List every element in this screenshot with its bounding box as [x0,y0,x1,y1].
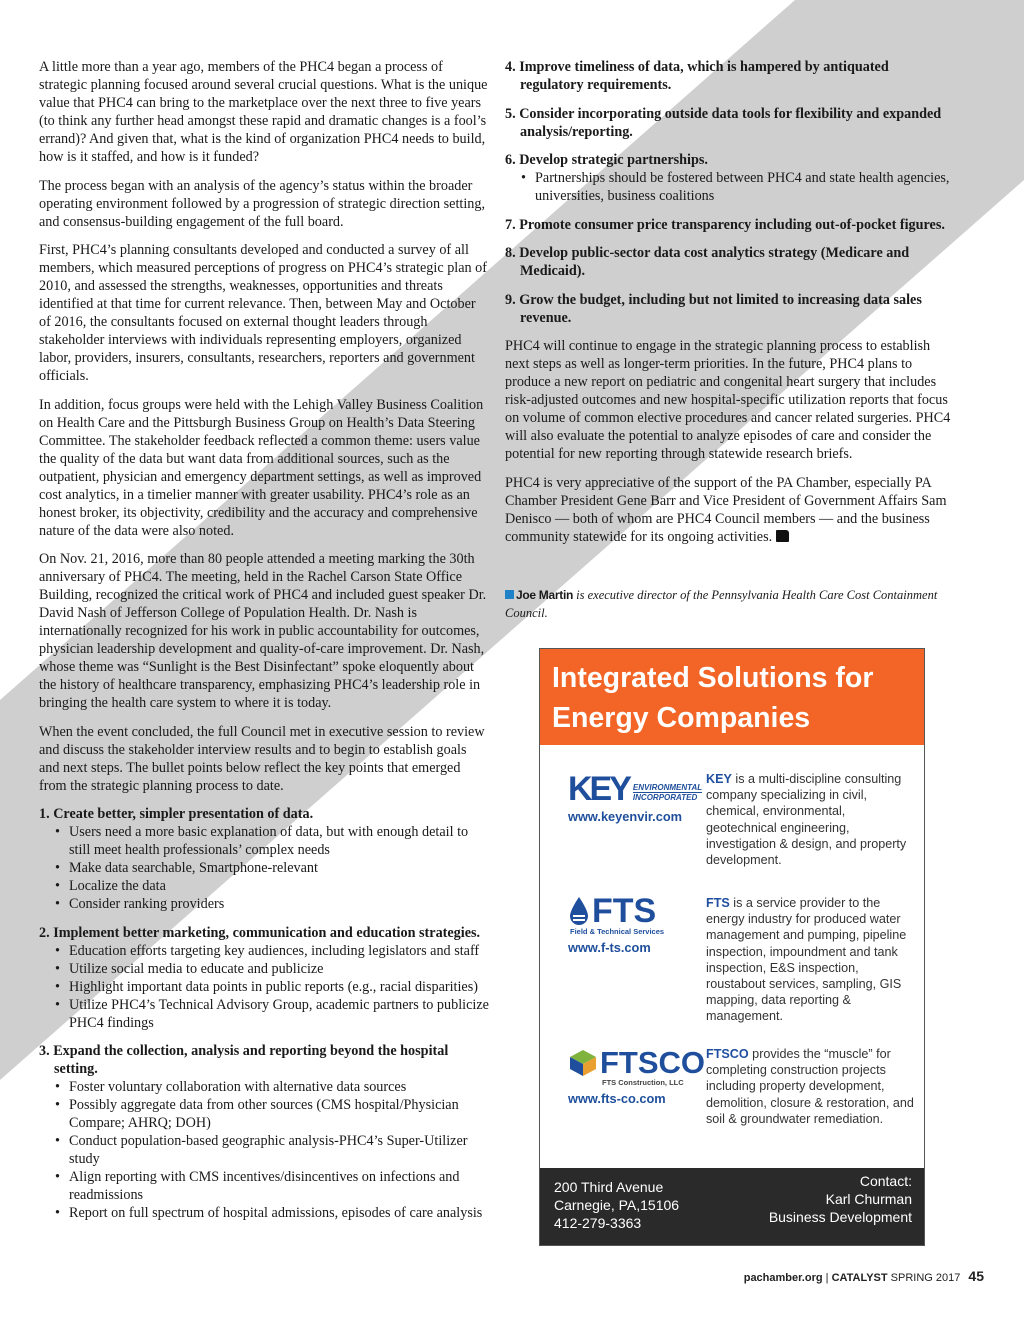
body-paragraph: On Nov. 21, 2016, more than 80 people attended a meeting marking the 30th anniversary of PHC4. The meeting, held in the Rachel Carson State Office Building, recognized the critical work of PHC4 and included guest speaker Dr. David Nash of Jefferson College of Population Health. Dr. Nash is internationally recognized for his work in public accountability for outcomes, physician leadership development and quality-of-care improvement. Dr. Nash, whose theme was “Sunlight is the Best Disinfectant” spoke eloquently about the history of healthcare transparency, emphasizing PHC4’s leadership role in bringing the health care system to where it is today. [39,551,487,711]
body-paragraph: When the event concluded, the full Council met in executive session to review and discuss the stakeholder interview results and to begin to establish goals and next steps. The bullet points below reflect the key points that emerged from the strategic planning process to date. [39,723,485,794]
goal-title: 3. Expand the collection, analysis and reporting beyond the hospital setting. [39,1043,449,1077]
goal-bullet: • Utilize PHC4’s Technical Advisory Group, academic partners to publicize PHC4 findings [69,996,489,1032]
goal-title: 4. Improve timeliness of data, which is hampered by antiquated regulatory requirements. [505,59,889,93]
goal-bullet: • Align reporting with CMS incentives/disincentives on infections and readmissions [69,1168,489,1204]
ftsco-cube-icon [568,1048,598,1078]
body-paragraph: In addition, focus groups were held with the Lehigh Valley Business Coalition on Health Care and the Pittsburgh Business Group on Health’s Data Steering Committee. The stakeholder feedback reflected a common theme: users value the quality of the data but want data from additional sources, such as the outpatient, physician and emergency department settings, as well as improved cost analytics, in a timelier manner with greater usability. PHC4’s role as an honest broker, its objectivity, credibility and the accuracy and comprehensive nature of the data were also noted. [39,396,484,539]
goals-list-right [505,58,955,327]
fts-name: FTS [706,896,730,910]
goal-bullets [39,823,489,913]
end-mark-icon [776,530,789,542]
author-bio [505,586,955,622]
goal-bullet: • Possibly aggregate data from other sources (CMS hospital/Physician Compare; AHRQ; DOH) [69,1096,489,1132]
goal-title: 1. Create better, simpler presentation of data. [39,806,314,822]
goal-bullets [39,1078,489,1222]
goal-bullet: • Conduct population-based geographic analysis-PHC4’s Super-Utilizer study [69,1132,489,1168]
fts-url[interactable]: www.f-ts.com [568,940,651,955]
key-url[interactable]: www.keyenvir.com [568,809,683,824]
goal-item [505,105,955,141]
footer-issue: SPRING 2017 [890,1272,961,1284]
key-logo [568,770,703,824]
goal-bullets [505,169,955,205]
goal-bullet: • Consider ranking providers [69,895,489,913]
goal-title: 7. Promote consumer price transparency including out-of-pocket figures. [505,216,945,233]
key-description [706,771,916,868]
goal-bullet: • Foster voluntary collaboration with alternative data sources [69,1078,489,1096]
goal-item [505,291,955,327]
closing-text [505,337,955,546]
closing-paragraph [505,337,955,463]
ad-contact-name: Karl Churman [825,1191,912,1207]
ftsco-logo-sub: FTS Construction, LLC [602,1078,684,1087]
goal-bullet: • Utilize social media to educate and publicize [69,960,489,978]
ad-address-line-2: Carnegie, PA,15106 [554,1197,680,1213]
fts-drop-icon [568,896,590,926]
ad-headline-line-1: Integrated Solutions for [552,662,874,694]
goal-item [505,151,955,205]
ad-headline [540,649,924,745]
ftsco-name: FTSCO [706,1047,749,1061]
closing-paragraph-text: PHC4 is very appreciative of the support of the PA Chamber, especially PA Chamber President Gene Barr and Vice President of Government Affairs Sam Denisco — both of whom are PHC4 Council members — and the business community statewide for its ongoing activities. [505,474,947,545]
body-paragraph: First, PHC4’s planning consultants developed and conducted a survey of all members, which measured perceptions of progress on PHC4’s strategic plan of 2010, and assessed the strengths, weaknesses, opportunities and threats identified at that time for current relevance. Then, between May and October of 2016, the consultants focused on external thought leaders through stakeholder interviews with individuals representing employers, organized labor, providers, insurers, consultants, researchers, reporters and government officials. [39,242,487,384]
goal-title: 6. Develop strategic partnerships. [505,152,708,168]
goal-bullet: • Make data searchable, Smartphone-relevant [69,859,489,877]
goal-bullet: • Education efforts targeting key audiences, including legislators and staff [69,942,489,960]
key-name: KEY [706,772,732,786]
ad-phone: 412-279-3363 [554,1215,642,1231]
fts-text: is a service provider to the energy industry for produced water management and pumping, pipeline inspection, impoundment and tank inspection, E&S inspection, roustabout services, sampling, GIS mapping, data reporting & management. [706,896,907,1024]
key-logo-sub-1: ENVIRONMENTAL [632,783,703,792]
goal-item [505,216,955,234]
ftsco-text: provides the “muscle” for completing construction projects including property development, demolition, closure & restoration, and soil & groundwater remediation. [706,1047,914,1126]
goal-title: 2. Implement better marketing, communication and education strategies. [39,924,481,941]
goal-title: 9. Grow the budget, including but not limited to increasing data sales revenue. [505,291,922,326]
goal-bullet: • Localize the data [69,877,489,895]
author-square-icon [505,590,514,599]
goal-item [39,924,489,1032]
goal-bullets [39,942,489,1032]
goal-title: 8. Develop public-sector data cost analytics strategy (Medicare and Medicaid). [505,245,910,279]
goal-bullet: • Report on full spectrum of hospital admissions, episodes of care analysis [69,1204,489,1222]
ftsco-url[interactable]: www.fts-co.com [568,1091,666,1106]
ad-contact-label: Contact: [859,1173,912,1189]
footer-separator: | [825,1272,829,1284]
fts-logo [568,892,665,955]
right-column [505,58,955,622]
fts-description [706,895,916,1025]
goal-item [505,58,955,94]
left-column [39,58,489,1233]
ad-footer [540,1168,924,1245]
goal-bullet: • Highlight important data points in public reports (e.g., racial disparities) [69,978,489,996]
goal-bullet: • Partnerships should be fostered between PHC4 and state health agencies, universities, business coalitions [535,169,955,205]
closing-paragraph-text: PHC4 will continue to engage in the strategic planning process to establish next steps as well as longer-term priorities. In the future, PHC4 plans to produce a new report on pediatric and congenital heart surgery that includes risk-adjusted outcomes and new hospital-specific utilization reports that focus on volume of common elective procedures and cancer related surgeries. PHC4 will also evaluate the potential to analyze episodes of care and consider the potential for new reporting through statewide research briefs. [505,338,951,462]
fts-logo-sub: Field & Technical Services [570,927,665,936]
ad-address-line-1: 200 Third Avenue [554,1179,664,1195]
key-text: is a multi-discipline consulting company specializing in civil, chemical, environmental, geotechnical engineering, investigation & design, and property development. [706,772,907,868]
intro-text [39,58,489,795]
body-paragraph: The process began with an analysis of the agency’s status within the broader operating environment followed by a progression of strategic direction setting, and consensus-building engagement of the full board. [39,177,485,230]
page-number: 45 [968,1268,984,1284]
goal-bullet: • Users need a more basic explanation of data, but with enough detail to still meet health professionals’ complex needs [69,823,489,859]
ftsco-logo-mark: FTSCO [600,1045,706,1080]
goal-title: 5. Consider incorporating outside data tools for flexibility and expanded analysis/reporting. [505,105,942,140]
goal-item [39,805,489,913]
body-paragraph: A little more than a year ago, members of the PHC4 began a process of strategic planning focused around several crucial questions. What is the unique value that PHC4 can bring to the marketplace over the next three to five years (to think any further head amongst these rapid and dramatic changes is a fool’s errand)? And given that, what is the kind of organization PHC4 needs to build, how is it staffed, and how is it funded? [39,59,488,165]
ad-contact-title: Business Development [768,1209,912,1225]
author-description: is executive director of the Pennsylvania Health Care Cost Containment Council. [505,587,938,620]
ad-headline-line-2: Energy Companies [552,702,811,734]
author-name: Joe Martin [516,587,574,602]
fts-logo-mark: FTS [592,892,657,930]
goal-item [39,1042,489,1222]
goals-list-left [39,805,489,1222]
page-footer [744,1268,984,1284]
goal-item [505,244,955,280]
ad-address [554,1178,679,1232]
footer-magazine: CATALYST [831,1272,888,1284]
ftsco-description [706,1046,916,1127]
advertisement[interactable] [539,648,925,1246]
ad-contact [769,1172,912,1226]
footer-site: pachamber.org [743,1272,823,1284]
closing-paragraph [505,474,955,546]
ftsco-logo [568,1045,706,1106]
key-logo-mark: KEY [568,770,629,808]
key-logo-sub-2: INCORPORATED [632,793,698,802]
